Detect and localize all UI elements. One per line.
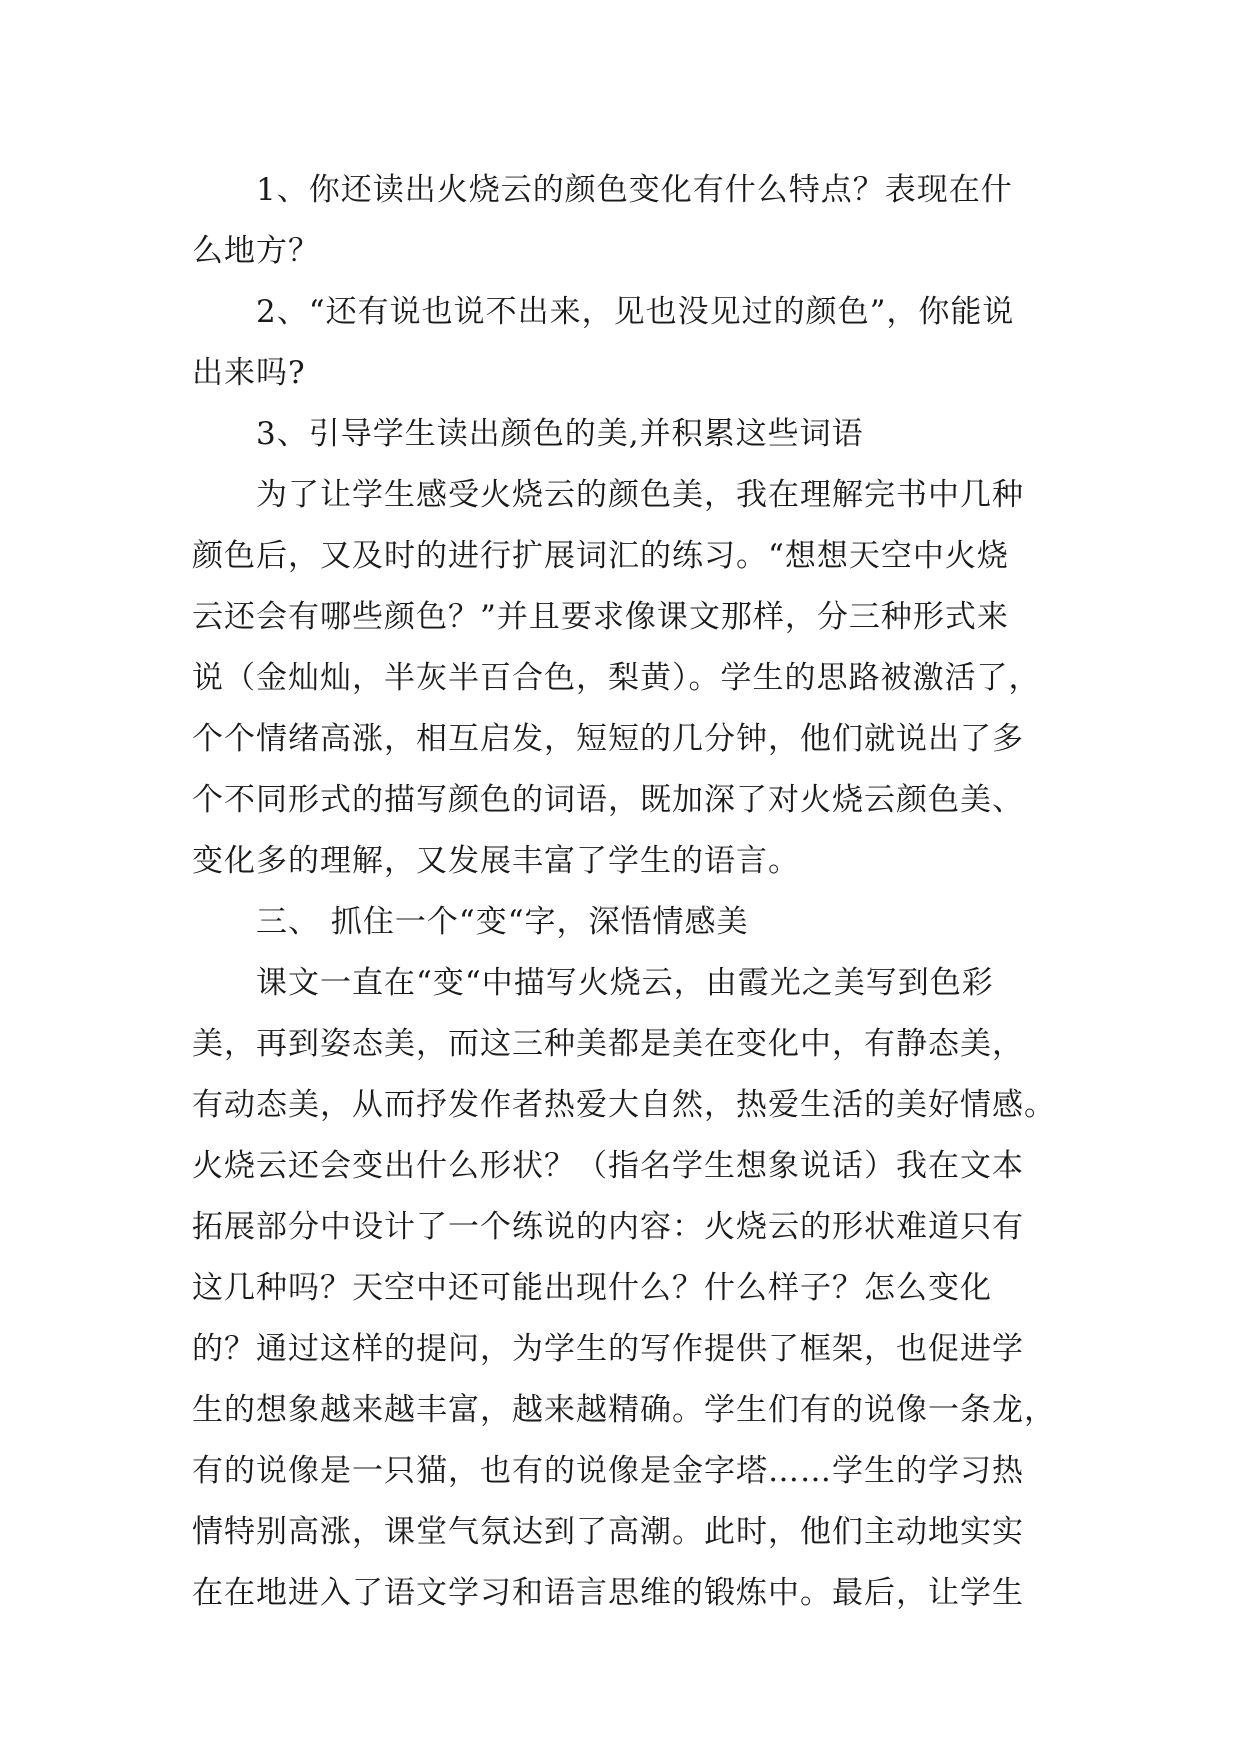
- text-line: 变化多的理解，又发展丰富了学生的语言。: [192, 843, 800, 879]
- text-line: 么地方？: [192, 233, 320, 269]
- text-line: 云还会有哪些颜色？”并且要求像课文那样，分三种形式来: [192, 599, 1009, 635]
- text-line: 课文一直在“变“中描写火烧云，由霞光之美写到色彩: [256, 965, 994, 1001]
- text-line: 说（金灿灿，半灰半百合色，梨黄）。学生的思路被激活了，: [192, 660, 1041, 696]
- text-line: 颜色后，又及时的进行扩展词汇的练习。“想想天空中火烧: [192, 538, 1009, 574]
- document-body: [192, 160, 1056, 1624]
- text-line: 2、“还有说也说不出来，见也没见过的颜色”，你能说: [256, 294, 1015, 330]
- text-line: 美，再到姿态美，而这三种美都是美在变化中，有静态美，: [192, 1026, 1024, 1062]
- text-line: 生的想象越来越丰富，越来越精确。学生们有的说像一条龙，: [192, 1392, 1056, 1428]
- section-heading: 三、 抓住一个“变“字，深悟情感美: [256, 904, 749, 940]
- text-line: 拓展部分中设计了一个练说的内容：火烧云的形状难道只有: [192, 1209, 1024, 1245]
- text-line: 火烧云还会变出什么形状？（指名学生想象说话）我在文本: [192, 1148, 1024, 1184]
- text-line: 出来吗?: [192, 355, 306, 391]
- text-line: 在在地进入了语文学习和语言思维的锻炼中。最后，让学生: [192, 1575, 1024, 1611]
- text-line: 有动态美，从而抒发作者热爱大自然，热爱生活的美好情感。: [192, 1087, 1056, 1123]
- text-line: 这几种吗？天空中还可能出现什么？什么样子？怎么变化: [192, 1270, 992, 1306]
- text-line: 有的说像是一只猫，也有的说像是金字塔……学生的学习热: [192, 1453, 1024, 1489]
- text-line: 的？通过这样的提问，为学生的写作提供了框架，也促进学: [192, 1331, 1024, 1367]
- text-line: 情特别高涨，课堂气氛达到了高潮。此时，他们主动地实实: [192, 1514, 1024, 1550]
- text-line: 为了让学生感受火烧云的颜色美，我在理解完书中几种: [256, 477, 1024, 513]
- text-line: 3、引导学生读出颜色的美,并积累这些词语: [256, 416, 864, 452]
- text-line: 个个情绪高涨，相互启发，短短的几分钟，他们就说出了多: [192, 721, 1024, 757]
- text-line: 1、你还读出火烧云的颜色变化有什么特点？表现在什: [256, 172, 1013, 208]
- text-line: 个不同形式的描写颜色的词语，既加深了对火烧云颜色美、: [192, 782, 1024, 818]
